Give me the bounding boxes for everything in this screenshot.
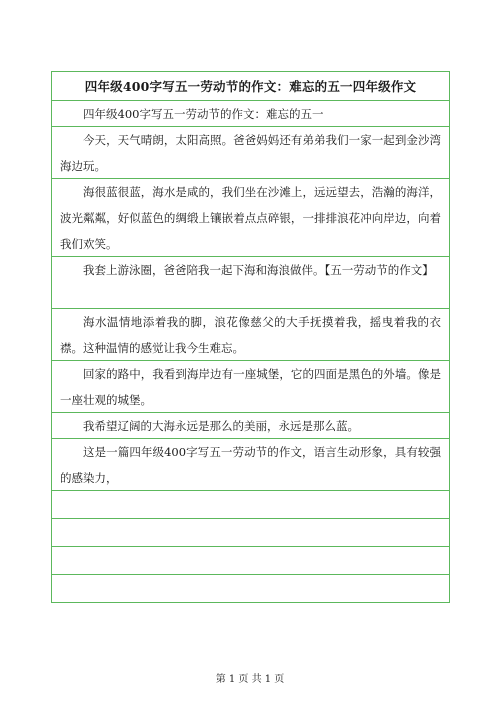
blank-row	[52, 547, 449, 575]
blank-row	[52, 519, 449, 547]
paragraph-6: 我希望辽阔的大海永远是那么的美丽，永远是那么蓝。	[52, 413, 449, 439]
blank-row	[52, 575, 449, 603]
paragraph-4: 海水温情地添着我的脚，浪花像慈父的大手抚摸着我，摇曳着我的衣襟。这种温情的感觉让我今生难忘。	[52, 309, 449, 361]
document-title: 四年级400字写五一劳动节的作文：难忘的五一四年级作文	[52, 72, 449, 101]
paragraph-3: 我套上游泳圈，爸爸陪我一起下海和海浪做伴。【五一劳动节的作文】	[52, 257, 449, 309]
paragraph-7: 这是一篇四年级400字写五一劳动节的作文，语言生动形象，具有较强的感染力，	[52, 439, 449, 491]
page-number: 第 1 页 共 1 页	[215, 674, 285, 685]
paragraph-subtitle: 四年级400字写五一劳动节的作文：难忘的五一	[52, 101, 449, 127]
paragraph-5: 回家的路中，我看到海岸边有一座城堡，它的四面是黑色的外墙。像是一座壮观的城堡。	[52, 361, 449, 413]
paragraph-2: 海很蓝很蓝，海水是咸的，我们坐在沙滩上，远远望去，浩瀚的海洋，波光粼粼，好似蓝色的绸缎上镶嵌着点点碎银，一排排浪花冲向岸边，向着我们欢笑。	[52, 179, 449, 257]
document-sheet	[51, 71, 450, 603]
paragraph-1: 今天，天气晴朗，太阳高照。爸爸妈妈还有弟弟我们一家一起到金沙湾海边玩。	[52, 127, 449, 179]
blank-row	[52, 491, 449, 519]
